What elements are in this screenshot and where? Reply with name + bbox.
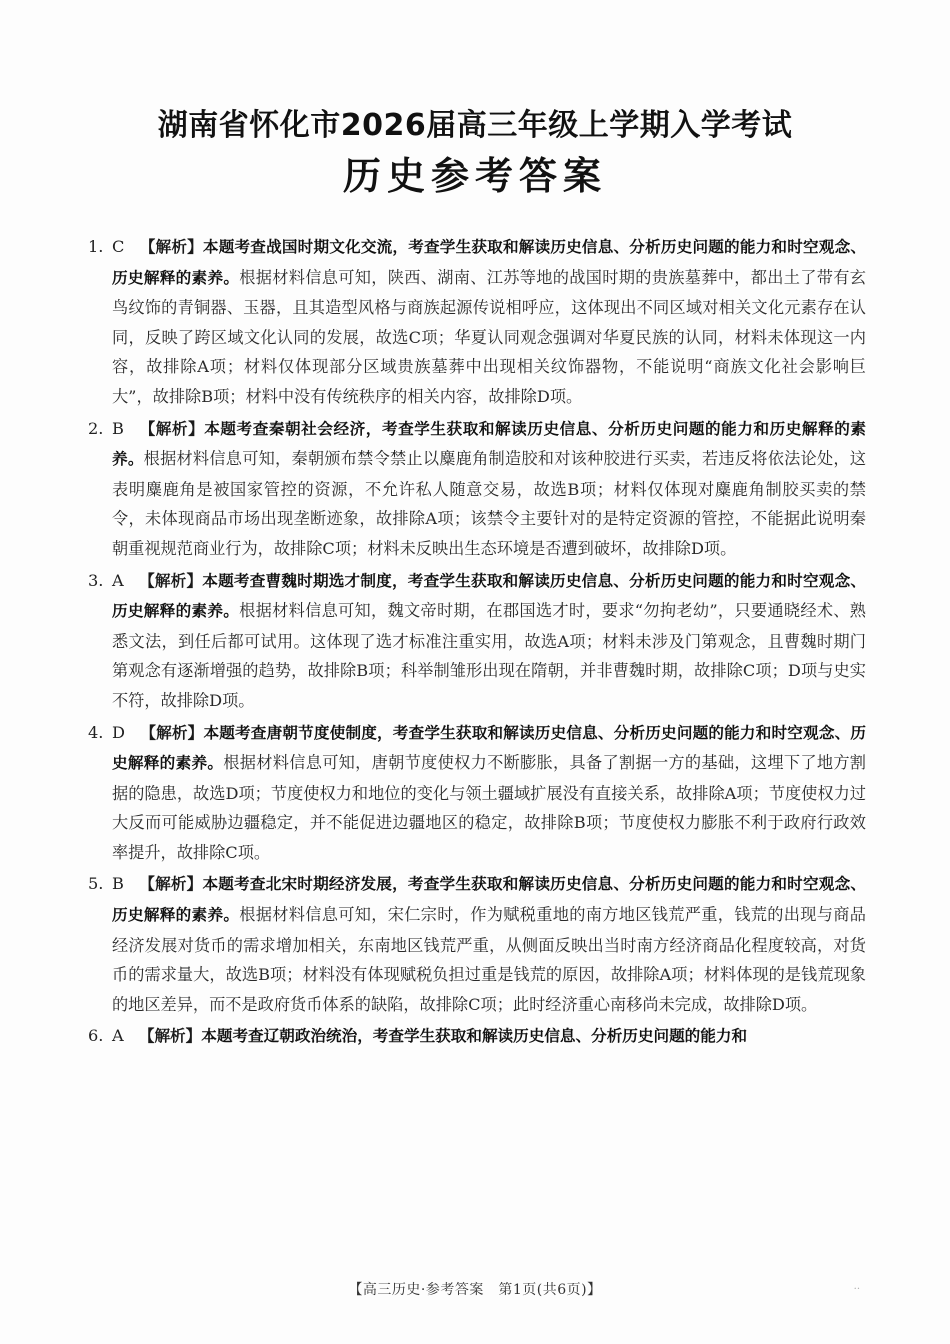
analysis-tag: 【解析】 [139,238,203,256]
analysis-lead: 本题考查曹魏时期选才制度，考查学生获取和解读历史信息、分析历史问题的能力和时空观念、历史解释的素养。 [112,571,866,621]
analysis-lead: 本题考查辽朝政治统治，考查学生获取和解读历史信息、分析历史问题的能力和 [201,1027,748,1046]
analysis-tag: 【解析】 [138,1027,202,1046]
item-number: 4. [88,722,104,742]
analysis-tag: 【解析】 [139,571,203,590]
answer-item-6 [88,1021,866,1052]
analysis-body: 根据材料信息可知，秦朝颁布禁令禁止以麋鹿角制造胶和对该种胶进行买卖，若违反将依法论处，这表明麋鹿角是被国家管控的资源，不允许私人随意交易，故选B项；材料仅体现对麋鹿角制胶买卖的禁令，未体现商品市场出现垄断迹象，故排除A项；该禁令主要针对的是特定资源的管控，不能据此说明秦朝重视规范商业行为，故排除C项；材料未反映出生态环境是否遭到破坏，故排除D项。 [112,449,866,558]
analysis-lead: 本题考查战国时期文化交流，考查学生获取和解读历史信息、分析历史问题的能力和时空观念、历史解释的素养。 [112,238,866,287]
analysis-body: 根据材料信息可知，唐朝节度使权力不断膨胀，具备了割据一方的基础，这埋下了地方割据的隐患，故选D项；节度使权力和地位的变化与领土疆域扩展没有直接关系，故排除A项；节度使权力过大反而可能威胁边疆稳定，并不能促进边疆地区的稳定，故排除B项；节度使权力膨胀不利于政府行政效率提升，故排除C项。 [112,753,866,862]
answer-choice: B [112,874,124,894]
analysis-body: 根据材料信息可知，魏文帝时期，在郡国选才时，要求“勿拘老幼”，只要通晓经术、熟悉文法，到任后都可试用。这体现了选才标准注重实用，故选A项；材料未涉及门第观念，且曹魏时期门第观念有逐渐增强的趋势，故排除B项；科举制雏形出现在隋朝，并非曹魏时期，故排除C项；D项与史实不符，故排除D项。 [112,601,866,710]
analysis-lead: 本题考查秦朝社会经济，考查学生获取和解读历史信息、分析历史问题的能力和历史解释的素养。 [112,419,866,469]
answer-choice: D [112,722,125,742]
answer-item-4 [88,718,866,868]
answer-choice: B [112,418,124,438]
exam-title: 湖南省怀化市2026届高三年级上学期入学考试 [157,108,793,143]
analysis-tag: 【解析】 [139,419,205,438]
answer-key-title: 历史参考答案 [342,154,607,198]
item-number: 6. [88,1026,104,1046]
item-number: 3. [88,570,104,590]
item-number: 2. [88,418,104,438]
page-footer: 【高三历史·参考答案 第1页(共6页)】 [348,1282,602,1298]
analysis-tag: 【解析】 [139,875,203,894]
analysis-body: 根据材料信息可知，陕西、湖南、江苏等地的战国时期的贵族墓葬中，都出土了带有玄鸟纹饰的青铜器、玉器，且其造型风格与商族起源传说相呼应，这体现出不同区域对相关文化元素存在认同，反映了跨区域文化认同的发展，故选C项；华夏认同观念强调对华夏民族的认同，材料未体现这一内容，故排除A项；材料仅体现部分区域贵族墓葬中出现相关纹饰器物，不能说明“商族文化社会影响巨大”，故排除B项；材料中没有传统秩序的相关内容，故排除D项。 [112,267,866,406]
analysis-body: 根据材料信息可知，宋仁宗时，作为赋税重地的南方地区钱荒严重，钱荒的出现与商品经济发展对货币的需求增加相关，东南地区钱荒严重，从侧面反映出当时南方经济商品化程度较高，对货币的需求量大，故选B项；材料没有体现赋税负担过重是钱荒的原因，故排除A项；材料体现的是钱荒现象的地区差异，而不是政府货币体系的缺陷，故排除C项；此时经济重心南移尚未完成，故排除D项。 [112,905,866,1014]
analysis-lead: 本题考查北宋时期经济发展，考查学生获取和解读历史信息、分析历史问题的能力和时空观念、历史解释的素养。 [112,875,866,925]
answer-choice: A [112,1026,124,1046]
analysis-tag: 【解析】 [140,723,204,742]
answer-item-2 [88,414,866,564]
answer-choice: C [112,237,125,256]
analysis-lead: 本题考查唐朝节度使制度，考查学生获取和解读历史信息、分析历史问题的能力和时空观念、历史解释的素养。 [112,723,866,773]
corner-mark: .. [853,1281,860,1292]
item-number: 5. [88,874,104,894]
answer-item-3 [88,566,866,716]
answer-list [88,232,866,1054]
title-block [0,104,950,202]
answer-item-1 [88,232,866,412]
item-number: 1. [88,237,104,256]
answer-choice: A [112,570,124,590]
answer-item-5 [88,869,866,1019]
